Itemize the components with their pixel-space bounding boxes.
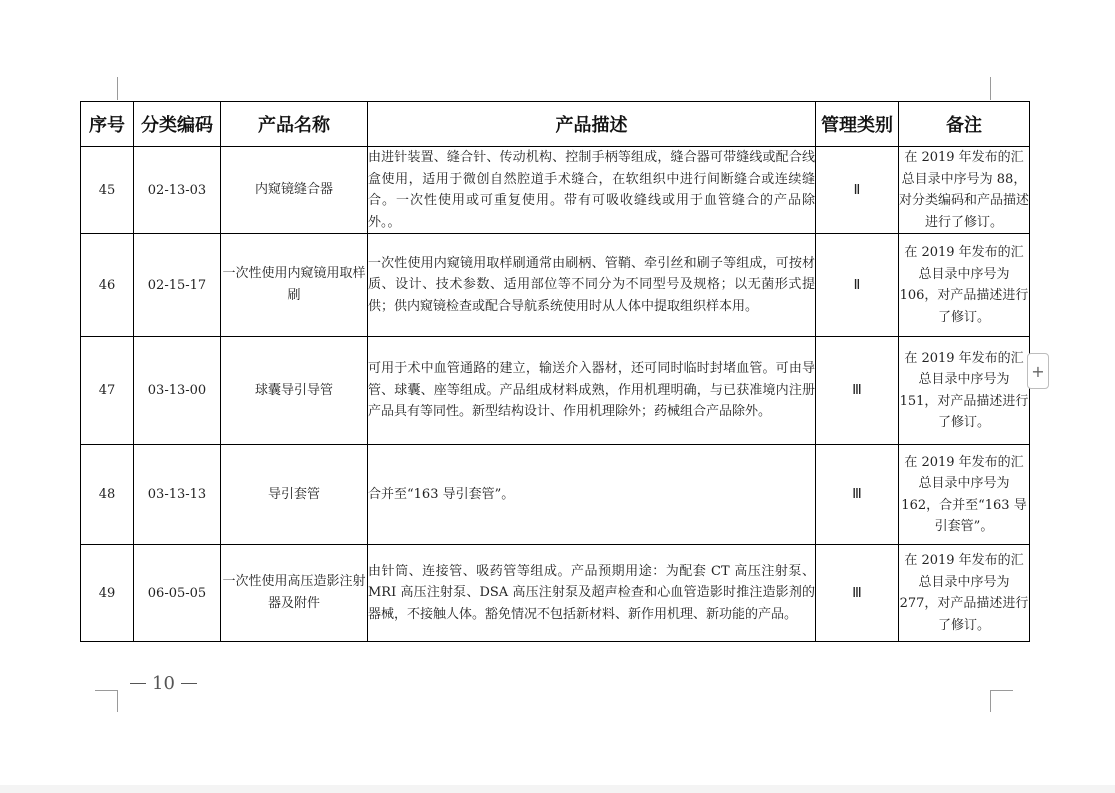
table-row [81,337,1030,445]
cell-code: 02-15-17 [134,234,221,337]
cell-product-name: 一次性使用内窥镜用取样刷 [221,234,368,337]
table-row [81,234,1030,337]
page-number-footer [130,673,197,694]
cell-serial: 47 [81,337,134,445]
cell-description: 由进针装置、缝合针、传动机构、控制手柄等组成，缝合器可带缝线或配合线盒使用，适用于微创自然腔道手术缝合，在软组织中进行间断缝合或连续缝合。一次性使用或可重复使用。带有可吸收缝线或用于血管缝合的产品除外。。 [368,147,816,234]
cell-code: 03-13-00 [134,337,221,445]
page-number-dash-left [130,683,146,684]
cell-category: Ⅱ [816,147,899,234]
cell-product-name: 内窥镜缝合器 [221,147,368,234]
cell-code: 02-13-03 [134,147,221,234]
page-number: 10 [152,673,175,694]
cell-category: Ⅲ [816,545,899,642]
cell-serial: 45 [81,147,134,234]
table-row [81,545,1030,642]
viewer-bottom-strip [0,785,1115,793]
header-remarks: 备注 [899,102,1030,147]
expand-plus-button[interactable]: + [1027,353,1049,389]
cell-description: 一次性使用内窥镜用取样刷通常由刷柄、管鞘、牵引丝和刷子等组成，可按材质、设计、技术参数、适用部位等不同分为不同型号及规格；以无菌形式提供；供内窥镜检查或配合导航系统使用时从人体中提取组织样本用。 [368,234,816,337]
cell-description: 合并至“163 导引套管”。 [368,445,816,545]
cell-serial: 48 [81,445,134,545]
cell-product-name: 球囊导引导管 [221,337,368,445]
cell-category: Ⅲ [816,337,899,445]
header-category: 管理类别 [816,102,899,147]
cell-serial: 49 [81,545,134,642]
cell-serial: 46 [81,234,134,337]
header-serial: 序号 [81,102,134,147]
cell-product-name: 一次性使用高压造影注射器及附件 [221,545,368,642]
cell-product-name: 导引套管 [221,445,368,545]
cell-category: Ⅲ [816,445,899,545]
cell-code: 03-13-13 [134,445,221,545]
page-number-dash-right [181,683,197,684]
cell-description: 可用于术中血管通路的建立，输送介入器材，还可同时临时封堵血管。可由导管、球囊、座等组成。产品组成材料成熟，作用机理明确，与已获准境内注册产品具有等同性。新型结构设计、作用机理除外；药械组合产品除外。 [368,337,816,445]
table-row [81,445,1030,545]
cell-code: 06-05-05 [134,545,221,642]
header-description: 产品描述 [368,102,816,147]
header-code: 分类编码 [134,102,221,147]
cell-remarks: 在 2019 年发布的汇总目录中序号为 162，合并至“163 导引套管”。 [899,445,1030,545]
table-row [81,147,1030,234]
cell-category: Ⅱ [816,234,899,337]
catalog-table [80,101,1030,642]
cell-remarks: 在 2019 年发布的汇总目录中序号为 106，对产品描述进行了修订。 [899,234,1030,337]
table-header-row [81,102,1030,147]
cell-remarks: 在 2019 年发布的汇总目录中序号为 277，对产品描述进行了修订。 [899,545,1030,642]
cell-remarks: 在 2019 年发布的汇总目录中序号为 151，对产品描述进行了修订。 [899,337,1030,445]
cell-remarks: 在 2019 年发布的汇总目录中序号为 88，对分类编码和产品描述进行了修订。 [899,147,1030,234]
cell-description: 由针筒、连接管、吸药管等组成。产品预期用途：为配套 CT 高压注射泵、MRI 高压注射泵、DSA 高压注射泵及超声检查和心血管造影时推注造影剂的器械，不接触人体。豁免情况不包括新材料、新作用机理、新功能的产品。 [368,545,816,642]
header-product-name: 产品名称 [221,102,368,147]
